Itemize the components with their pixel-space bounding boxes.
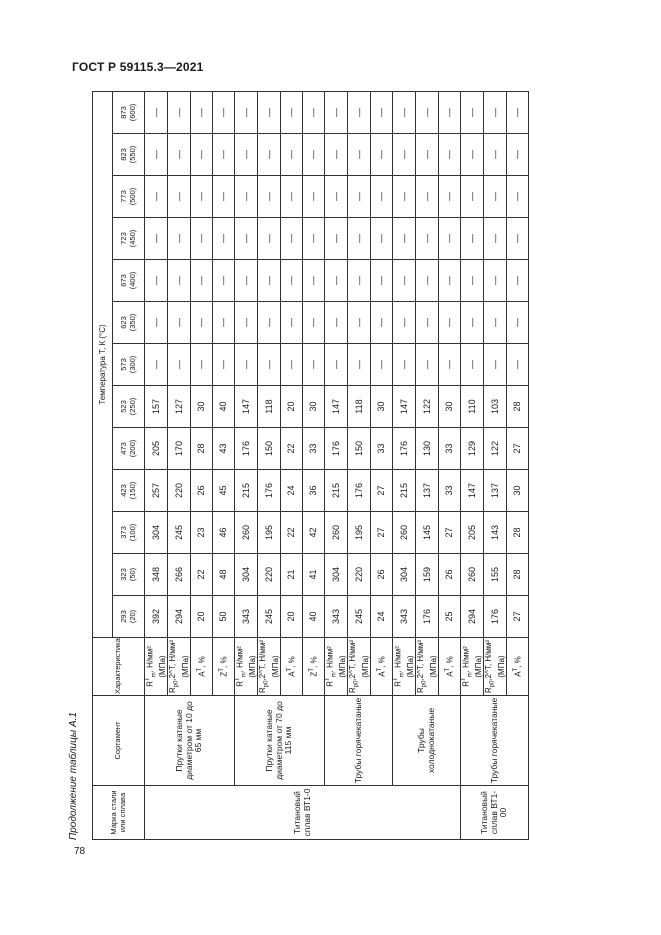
value-cell: —: [168, 134, 191, 176]
value-cell: —: [213, 91, 235, 133]
value-cell: —: [484, 260, 507, 302]
header-temp-0: 293 (20): [113, 596, 145, 638]
header-product: Сортамент: [93, 696, 145, 786]
value-cell: —: [258, 344, 281, 386]
value-cell: —: [461, 344, 484, 386]
value-cell: —: [507, 344, 529, 386]
value-cell: —: [393, 302, 416, 344]
header-temperature-group: Температура Т, К (°С): [93, 91, 113, 637]
value-cell: 195: [258, 512, 281, 554]
value-cell: —: [145, 344, 168, 386]
value-cell: 343: [235, 596, 258, 638]
value-cell: 26: [439, 554, 461, 596]
value-cell: 343: [393, 596, 416, 638]
value-cell: 215: [393, 470, 416, 512]
value-cell: —: [258, 260, 281, 302]
value-cell: —: [191, 218, 213, 260]
value-cell: —: [325, 176, 348, 218]
value-cell: —: [235, 91, 258, 133]
value-cell: 28: [191, 428, 213, 470]
value-cell: —: [416, 344, 439, 386]
value-cell: 159: [416, 554, 439, 596]
value-cell: 150: [258, 428, 281, 470]
page-number: 78: [74, 846, 86, 857]
value-cell: —: [461, 91, 484, 133]
value-cell: —: [213, 260, 235, 302]
value-cell: 157: [145, 386, 168, 428]
header-temp-12: 873 (600): [113, 91, 145, 133]
value-cell: —: [348, 218, 371, 260]
value-cell: 147: [235, 386, 258, 428]
value-cell: —: [507, 218, 529, 260]
table-row: [461, 91, 484, 839]
value-cell: —: [235, 302, 258, 344]
value-cell: —: [393, 260, 416, 302]
value-cell: —: [281, 302, 303, 344]
header-temp-3: 423 (150): [113, 470, 145, 512]
value-cell: —: [235, 344, 258, 386]
value-cell: 28: [507, 512, 529, 554]
value-cell: 170: [168, 428, 191, 470]
properties-table: [92, 91, 529, 840]
value-cell: —: [213, 134, 235, 176]
value-cell: —: [303, 134, 325, 176]
value-cell: —: [507, 260, 529, 302]
value-cell: —: [416, 134, 439, 176]
value-cell: 260: [461, 554, 484, 596]
table-row: [393, 91, 416, 839]
value-cell: 245: [258, 596, 281, 638]
value-cell: 176: [258, 470, 281, 512]
characteristic-cell: $A^T$, %: [191, 638, 213, 696]
value-cell: 122: [416, 386, 439, 428]
value-cell: —: [235, 176, 258, 218]
value-cell: —: [393, 91, 416, 133]
header-temp-5: 523 (250): [113, 386, 145, 428]
value-cell: —: [168, 302, 191, 344]
value-cell: 145: [416, 512, 439, 554]
characteristic-cell: $R_{p0},2\^{}T$, Н/мм² (МПа): [258, 638, 281, 696]
value-cell: —: [145, 302, 168, 344]
value-cell: —: [213, 302, 235, 344]
value-cell: —: [213, 218, 235, 260]
header-temp-7: 623 (350): [113, 302, 145, 344]
value-cell: —: [348, 91, 371, 133]
value-cell: 304: [235, 554, 258, 596]
value-cell: 30: [191, 386, 213, 428]
value-cell: —: [281, 260, 303, 302]
value-cell: —: [371, 91, 393, 133]
value-cell: 155: [484, 554, 507, 596]
value-cell: 176: [416, 596, 439, 638]
value-cell: 27: [371, 512, 393, 554]
value-cell: —: [325, 302, 348, 344]
value-cell: —: [439, 260, 461, 302]
value-cell: 48: [213, 554, 235, 596]
value-cell: —: [258, 302, 281, 344]
value-cell: 21: [281, 554, 303, 596]
value-cell: 304: [325, 554, 348, 596]
value-cell: 294: [168, 596, 191, 638]
value-cell: —: [191, 134, 213, 176]
header-temp-10: 773 (500): [113, 176, 145, 218]
value-cell: 205: [145, 428, 168, 470]
value-cell: —: [191, 344, 213, 386]
value-cell: —: [371, 218, 393, 260]
header-temp-9: 723 (450): [113, 218, 145, 260]
value-cell: 220: [168, 470, 191, 512]
value-cell: 30: [507, 470, 529, 512]
rotated-table-page: [68, 92, 592, 840]
value-cell: —: [371, 134, 393, 176]
value-cell: —: [303, 260, 325, 302]
table-continuation-label: Продолжение таблицы А.1: [68, 712, 79, 840]
value-cell: 22: [281, 428, 303, 470]
value-cell: —: [235, 260, 258, 302]
header-temp-4: 473 (200): [113, 428, 145, 470]
value-cell: —: [484, 176, 507, 218]
value-cell: 20: [191, 596, 213, 638]
value-cell: —: [168, 91, 191, 133]
product-cell: Прутки катаные диаметром от 70 до 115 мм: [235, 696, 325, 786]
characteristic-cell: $Z^T$, %: [213, 638, 235, 696]
value-cell: 348: [145, 554, 168, 596]
value-cell: —: [439, 302, 461, 344]
value-cell: —: [168, 344, 191, 386]
value-cell: —: [484, 218, 507, 260]
value-cell: 28: [507, 554, 529, 596]
value-cell: 147: [461, 470, 484, 512]
value-cell: —: [191, 176, 213, 218]
characteristic-cell: $R_{p0},2\^{}T$, Н/мм² (МПа): [348, 638, 371, 696]
value-cell: 294: [461, 596, 484, 638]
value-cell: —: [416, 218, 439, 260]
value-cell: 143: [484, 512, 507, 554]
characteristic-cell: $A^T$, %: [371, 638, 393, 696]
characteristic-cell: $R^T_m$, Н/мм² (МПа): [393, 638, 416, 696]
value-cell: —: [213, 176, 235, 218]
value-cell: 122: [484, 428, 507, 470]
value-cell: —: [258, 134, 281, 176]
value-cell: —: [325, 344, 348, 386]
value-cell: —: [416, 176, 439, 218]
value-cell: —: [348, 134, 371, 176]
value-cell: —: [348, 302, 371, 344]
value-cell: —: [191, 302, 213, 344]
header-temp-8: 673 (400): [113, 260, 145, 302]
characteristic-cell: $R^T_m$, Н/мм² (МПа): [235, 638, 258, 696]
value-cell: 24: [371, 596, 393, 638]
value-cell: 118: [348, 386, 371, 428]
grade-cell: Титановый сплав ВТ1-0: [145, 786, 461, 840]
value-cell: 20: [281, 596, 303, 638]
value-cell: 266: [168, 554, 191, 596]
value-cell: —: [191, 91, 213, 133]
value-cell: —: [371, 344, 393, 386]
value-cell: 110: [461, 386, 484, 428]
value-cell: 304: [145, 512, 168, 554]
value-cell: —: [439, 344, 461, 386]
value-cell: —: [484, 344, 507, 386]
value-cell: 27: [439, 512, 461, 554]
value-cell: 176: [325, 428, 348, 470]
value-cell: —: [393, 176, 416, 218]
value-cell: 150: [348, 428, 371, 470]
value-cell: —: [281, 176, 303, 218]
value-cell: —: [235, 134, 258, 176]
characteristic-cell: $R_{p0},2\^{}T$, Н/мм² (МПа): [168, 638, 191, 696]
value-cell: 176: [393, 428, 416, 470]
value-cell: —: [168, 176, 191, 218]
value-cell: 220: [348, 554, 371, 596]
value-cell: 245: [168, 512, 191, 554]
value-cell: 28: [507, 386, 529, 428]
value-cell: 26: [371, 554, 393, 596]
value-cell: 103: [484, 386, 507, 428]
value-cell: 215: [325, 470, 348, 512]
table-row: [145, 91, 168, 839]
value-cell: 30: [439, 386, 461, 428]
characteristic-cell: $A^T$, %: [439, 638, 461, 696]
value-cell: 30: [303, 386, 325, 428]
value-cell: —: [303, 302, 325, 344]
value-cell: —: [507, 176, 529, 218]
value-cell: —: [393, 344, 416, 386]
value-cell: —: [145, 260, 168, 302]
value-cell: 22: [191, 554, 213, 596]
value-cell: —: [168, 218, 191, 260]
value-cell: 27: [507, 596, 529, 638]
value-cell: 137: [416, 470, 439, 512]
value-cell: —: [145, 91, 168, 133]
value-cell: 215: [235, 470, 258, 512]
value-cell: —: [145, 176, 168, 218]
value-cell: 260: [325, 512, 348, 554]
value-cell: 137: [484, 470, 507, 512]
value-cell: —: [348, 344, 371, 386]
value-cell: 343: [325, 596, 348, 638]
value-cell: —: [258, 176, 281, 218]
value-cell: —: [281, 218, 303, 260]
value-cell: 27: [507, 428, 529, 470]
value-cell: 23: [191, 512, 213, 554]
product-cell: Трубы горячекатаные: [325, 696, 393, 786]
grade-cell: Титановый сплав ВТ1-00: [461, 786, 529, 840]
value-cell: —: [416, 302, 439, 344]
value-cell: 24: [281, 470, 303, 512]
value-cell: —: [213, 344, 235, 386]
characteristic-cell: $A^T$, %: [281, 638, 303, 696]
value-cell: —: [258, 218, 281, 260]
value-cell: 22: [281, 512, 303, 554]
header-temp-11: 823 (550): [113, 134, 145, 176]
value-cell: 36: [303, 470, 325, 512]
value-cell: 176: [235, 428, 258, 470]
value-cell: —: [303, 176, 325, 218]
value-cell: 127: [168, 386, 191, 428]
header-row-top: [93, 91, 113, 839]
value-cell: —: [258, 91, 281, 133]
value-cell: 147: [325, 386, 348, 428]
value-cell: 260: [393, 512, 416, 554]
header-grade: Марка стали или сплава: [93, 786, 145, 840]
value-cell: —: [303, 218, 325, 260]
value-cell: 40: [213, 386, 235, 428]
value-cell: —: [371, 260, 393, 302]
value-cell: 41: [303, 554, 325, 596]
value-cell: 257: [145, 470, 168, 512]
characteristic-cell: $R^T_m$, Н/мм² (МПа): [461, 638, 484, 696]
value-cell: —: [281, 91, 303, 133]
value-cell: 33: [439, 428, 461, 470]
table-head: [93, 91, 145, 839]
characteristic-cell: $R^T_m$, Н/мм² (МПа): [325, 638, 348, 696]
value-cell: —: [461, 134, 484, 176]
value-cell: —: [325, 260, 348, 302]
value-cell: —: [416, 91, 439, 133]
value-cell: 30: [371, 386, 393, 428]
value-cell: 260: [235, 512, 258, 554]
value-cell: —: [281, 344, 303, 386]
value-cell: —: [325, 134, 348, 176]
value-cell: —: [191, 260, 213, 302]
value-cell: 129: [461, 428, 484, 470]
value-cell: —: [168, 260, 191, 302]
header-temp-1: 323 (50): [113, 554, 145, 596]
value-cell: —: [507, 91, 529, 133]
header-characteristic: Характеристика: [93, 638, 145, 696]
characteristic-cell: $R_{p0},2\^{}T$, Н/мм² (МПа): [484, 638, 507, 696]
product-cell: Трубы холоднокатаные: [393, 696, 461, 786]
product-cell: Прутки катаные диаметром от 10 до 65 мм: [145, 696, 235, 786]
table-row: [235, 91, 258, 839]
value-cell: —: [371, 176, 393, 218]
value-cell: 118: [258, 386, 281, 428]
value-cell: 43: [213, 428, 235, 470]
value-cell: —: [439, 176, 461, 218]
value-cell: —: [484, 91, 507, 133]
value-cell: 40: [303, 596, 325, 638]
value-cell: —: [393, 134, 416, 176]
value-cell: —: [145, 134, 168, 176]
value-cell: —: [461, 260, 484, 302]
value-cell: 33: [303, 428, 325, 470]
document-code: ГОСТ Р 59115.3—2021: [72, 60, 204, 74]
value-cell: —: [281, 134, 303, 176]
value-cell: 26: [191, 470, 213, 512]
value-cell: 304: [393, 554, 416, 596]
value-cell: —: [303, 344, 325, 386]
value-cell: —: [461, 218, 484, 260]
value-cell: —: [348, 260, 371, 302]
value-cell: 33: [439, 470, 461, 512]
value-cell: —: [484, 302, 507, 344]
value-cell: 205: [461, 512, 484, 554]
value-cell: —: [439, 134, 461, 176]
value-cell: 220: [258, 554, 281, 596]
value-cell: 147: [393, 386, 416, 428]
value-cell: —: [371, 302, 393, 344]
value-cell: 392: [145, 596, 168, 638]
value-cell: —: [325, 91, 348, 133]
product-cell: Трубы горячекатаные: [461, 696, 529, 786]
value-cell: —: [325, 218, 348, 260]
value-cell: —: [461, 302, 484, 344]
value-cell: 195: [348, 512, 371, 554]
value-cell: 176: [348, 470, 371, 512]
value-cell: 27: [371, 470, 393, 512]
value-cell: —: [507, 134, 529, 176]
value-cell: —: [461, 176, 484, 218]
value-cell: —: [348, 176, 371, 218]
value-cell: 42: [303, 512, 325, 554]
table-body: [145, 91, 529, 839]
characteristic-cell: $Z^T$, %: [303, 638, 325, 696]
value-cell: —: [416, 260, 439, 302]
characteristic-cell: $R^T_m$, Н/мм² (МПа): [145, 638, 168, 696]
value-cell: —: [393, 218, 416, 260]
value-cell: 20: [281, 386, 303, 428]
value-cell: 46: [213, 512, 235, 554]
value-cell: —: [507, 302, 529, 344]
value-cell: —: [439, 218, 461, 260]
characteristic-cell: $A^T$, %: [507, 638, 529, 696]
value-cell: 245: [348, 596, 371, 638]
value-cell: —: [235, 218, 258, 260]
value-cell: 45: [213, 470, 235, 512]
value-cell: —: [303, 91, 325, 133]
header-temp-6: 573 (300): [113, 344, 145, 386]
header-temp-2: 373 (100): [113, 512, 145, 554]
value-cell: 33: [371, 428, 393, 470]
value-cell: —: [484, 134, 507, 176]
value-cell: —: [145, 218, 168, 260]
characteristic-cell: $R_{p0},2\^{}T$, Н/мм² (МПа): [416, 638, 439, 696]
table-row: [325, 91, 348, 839]
value-cell: 50: [213, 596, 235, 638]
value-cell: —: [439, 91, 461, 133]
value-cell: 176: [484, 596, 507, 638]
value-cell: 130: [416, 428, 439, 470]
value-cell: 25: [439, 596, 461, 638]
